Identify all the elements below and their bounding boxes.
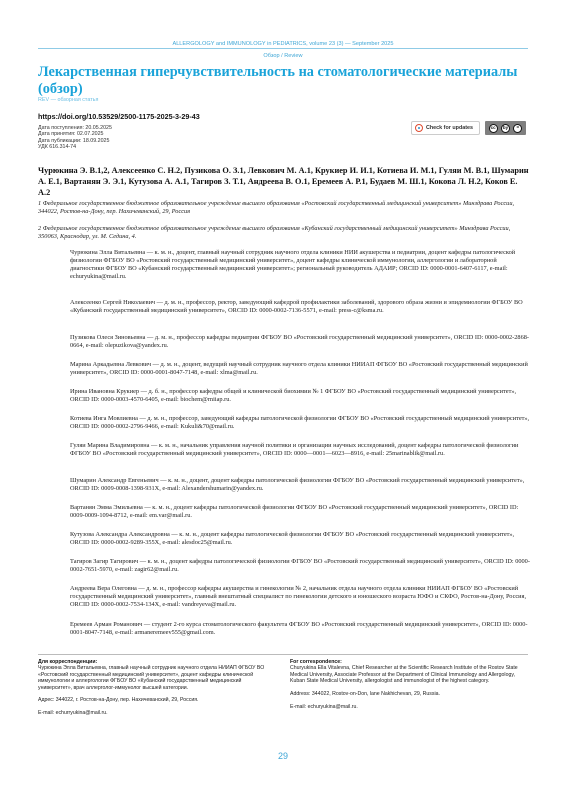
cc-icon: cc [489, 124, 498, 133]
correspondence-address: Address: 344022, Rostov-on-Don, lane Nakhichevan, 29, Russia. [290, 691, 440, 698]
author-bio: Ирина Ивановна Крукиер — д. б. н., профессор кафедры общей и клинической биохимии № 1 ФГБОУ ВО «Ростовский государственный медицинский университет», ORCID ID: 0000-0003-4570-6405, e-mail: biochem@rniiap.ru. [70, 388, 517, 403]
author-bio: Марина Аркадьевна Левкович — д. м. н., доцент, ведущий научный сотрудник научного отдела клиники НИИАП ФГБОУ ВО «Ростовский государственный медицинский университет», ORCID ID: 0000-0001-8047-7148, e-mail: xlma@mail.ru. [70, 361, 528, 376]
by-icon: by [501, 124, 510, 133]
check-for-updates-button[interactable] [411, 121, 480, 135]
correspondence-body: Churyukina Ella Vitalevna, Chief Researcher at the Scientific Research Institute of the Rostov State Medical University, Associate Professor at the Department of Clinical Immunology and Allergology, Kuban State Medical University, allergologist and immunologist of the highest category. [290, 665, 518, 685]
author-bio: Алексеенко Сергей Николаевич — д. м. н., профессор, ректор, заведующий кафедрой профилактики заболеваний, здорового образа жизни и эпидемиологии ФГБОУ ВО «Кубанский государственный медицинский университет», ORCID ID: 0000-0002-7136-5571, e-mail: press-c@ksma.ru. [70, 299, 523, 314]
date-published: Дата публикации: 18.09.2025 [38, 137, 110, 144]
author-bio: Тагиров Загир Тагирович — к. м. н., доцент кафедры патологической физиологии ФГБОУ ВО «Ростовский государственный медицинский университет», ORCID ID: 0000-0002-7651-5970, e-mail: zagir62@mail.ru. [70, 558, 530, 573]
author-bio: Шумарин Александр Евгеньевич — к. м. н., доцент, доцент кафедры патологической физиологии ФГБОУ ВО «Ростовский государственный медицинский университет», ORCID ID: 0009-0008-1398-931X, e-mail: Alexandershumarin@yandex.ru. [70, 477, 525, 492]
check-for-updates-label: Check for updates [426, 125, 474, 131]
author-bio: Пузикова Олеся Зиновьевна — д. м. н., профессор кафедры педиатрии ФГБОУ ВО «Ростовский государственный медицинский университет», ORCID ID: 0000-0002-2868-0664, e-mail: olepuzikova@yandex.ru. [70, 334, 529, 349]
author-bio: Чурюкина Элла Витальевна — к. м. н., доцент, главный научный сотрудник научного отдела клиники НИИ акушерства и педиатрии, доцент кафедры патологической физиологии ФГБОУ ВО «Ростовский государственный медицинский университет», доцент кафедры клинической иммунологии, аллергологии и лабораторной диагностики ФГБОУ ВО «Кубанский государственный медицинский университет»; региональный руководитель АДАИР; ORCID ID: 0000-0001-6407-6117, e-mail: echuryukina@mail.ru. [70, 249, 516, 280]
correspondence-email[interactable]: E-mail: echurryukina@mail.ru. [38, 710, 108, 717]
author-list: Чурюкина Э. В.1,2, Алексеенко С. Н.2, Пузикова О. З.1, Левкович М. А.1, Крукиер И. И.1, Котиева И. М.1, Гуляи М. В.1, Шумарин А. Е.1, Вартанян Э. Э.1, Кутузова А. А.1, Тагиров З. Т.1, Андреева В. О.1, Еремеев А. Р.1, Будаев М. Ш.1, Кокова Л. Н.2, Коков Е. А.2 [38, 166, 529, 197]
publication-dates [38, 125, 112, 150]
author-bio: Вартанян Эмма Эмильевна — к. м. н., доцент кафедры патологической физиологии ФГБОУ ВО «Ростовский государственный медицинский университет», ORCID ID: 0009-0009-1094-8712, e-mail: em.var@mail.ru. [70, 504, 519, 519]
section-label: Обзор / Review [263, 53, 303, 59]
footer-divider [38, 654, 528, 655]
header-divider [38, 48, 528, 49]
author-bio: Андреева Вера Олеговна — д. м. н., профессор кафедры акушерства и гинекологии № 2, начальник отдела научного отдела клиники НИИАП ФГБОУ ВО «Ростовский государственный медицинский университет», главный внештатный специалист по гинекологии детского и юношеского возраста ЮФО и СКФО, Ростов-на-Дону, Россия, ORCID ID: 0000-0002-7534-134X, e-mail: vandreyeva@mail.ru. [70, 585, 527, 608]
affiliation-1: 1 Федеральное государственное бюджетное образовательное учреждение высшего образования «Ростовский государственный медицинский университет» Минздрава России, 344022, Ростов-на-Дону, пер. Нахичеванский, 29, Россия [38, 200, 515, 215]
correspondence-heading: For correspondence: [290, 659, 342, 665]
affiliation-2: 2 Федеральное государственное бюджетное образовательное учреждение высшего образования «Кубанский государственный медицинский университет» Минздрава России, 350063, Краснодар, ул. М. Седина, 4. [38, 225, 511, 240]
udc-code: УДК 616.314-74 [38, 143, 77, 150]
correspondence-heading: Для корреспонденции: [38, 659, 98, 665]
date-received: Дата поступления: 20.05.2025 [38, 125, 112, 131]
correspondence-body: Чурюкина Элла Витальевна, главный научный сотрудник научного отдела НИИАП ФГБОУ ВО «Ростовский государственный медицинский университет», доцент кафедры клинической иммунологии и аллергологии ФГБОУ ВО «Кубанский государственный медицинский университет», врач аллерголог-иммунолог высшей категории. [38, 665, 265, 691]
date-accepted: Дата принятия: 02.07.2025 [38, 131, 104, 138]
page-number: 29 [277, 751, 288, 761]
check-for-updates-icon [415, 124, 423, 132]
correspondence-email[interactable]: E-mail: echuryukina@mail.ru. [290, 703, 358, 710]
author-bio: Котиева Инга Мовлиевна — д. м. н., профессор, заведующий кафедры патологической физиологии ФГБОУ ВО «Ростовский государственный медицинский университет», ORCID ID: 0000-0002-2796-9466, e-mail: Kukuli&70@mail.ru. [70, 415, 530, 430]
author-bio: Еремеев Арман Романович — студент 2-го курса стоматологического факультета ФГБОУ ВО «Ростовский государственный медицинский университет», ORCID ID: 0000-0001-8047-7148, e-mail: armaneremeev555@gmail.com. [70, 621, 528, 636]
journal-header: ALLERGOLOGY and IMMUNOLOGY in PEDIATRICS, volume 23 (3) — September 2025 [172, 41, 394, 47]
article-title: Лекарственная гиперчувствительность на стоматологические материалы (обзор) [38, 64, 518, 97]
license-badge[interactable] [485, 121, 526, 135]
article-type: REV — обзорная статья [38, 97, 99, 103]
correspondence-ru [38, 659, 274, 717]
doi-link[interactable]: https://doi.org/10.53529/2500-1175-2025-3-29-43 [38, 112, 200, 121]
author-bio: Кутузова Александра Александровна — к. м. н., доцент кафедры патологической физиологии ФГБОУ ВО «Ростовский государственный медицинский университет», ORCID ID: 0000-0002-9289-355X, e-mail: alesdoc25@mail.ru. [70, 531, 515, 546]
nd-icon: = [513, 124, 522, 133]
correspondence-en [290, 659, 526, 710]
correspondence-address: Адрес: 344022, г. Ростов-на-Дону, пер. Нахичеванский, 29, Россия. [38, 697, 199, 704]
author-bio: Гуляи Марина Владимировна — к. м. н., начальник управления научной политики и организации научных исследований, доцент кафедры патологической физиологии ФГБОУ ВО «Ростовский государственный медицинский университет», ORCID ID: 0000—0001—6023—8916, e-mail: 25marinablik@mail.ru. [70, 442, 519, 457]
